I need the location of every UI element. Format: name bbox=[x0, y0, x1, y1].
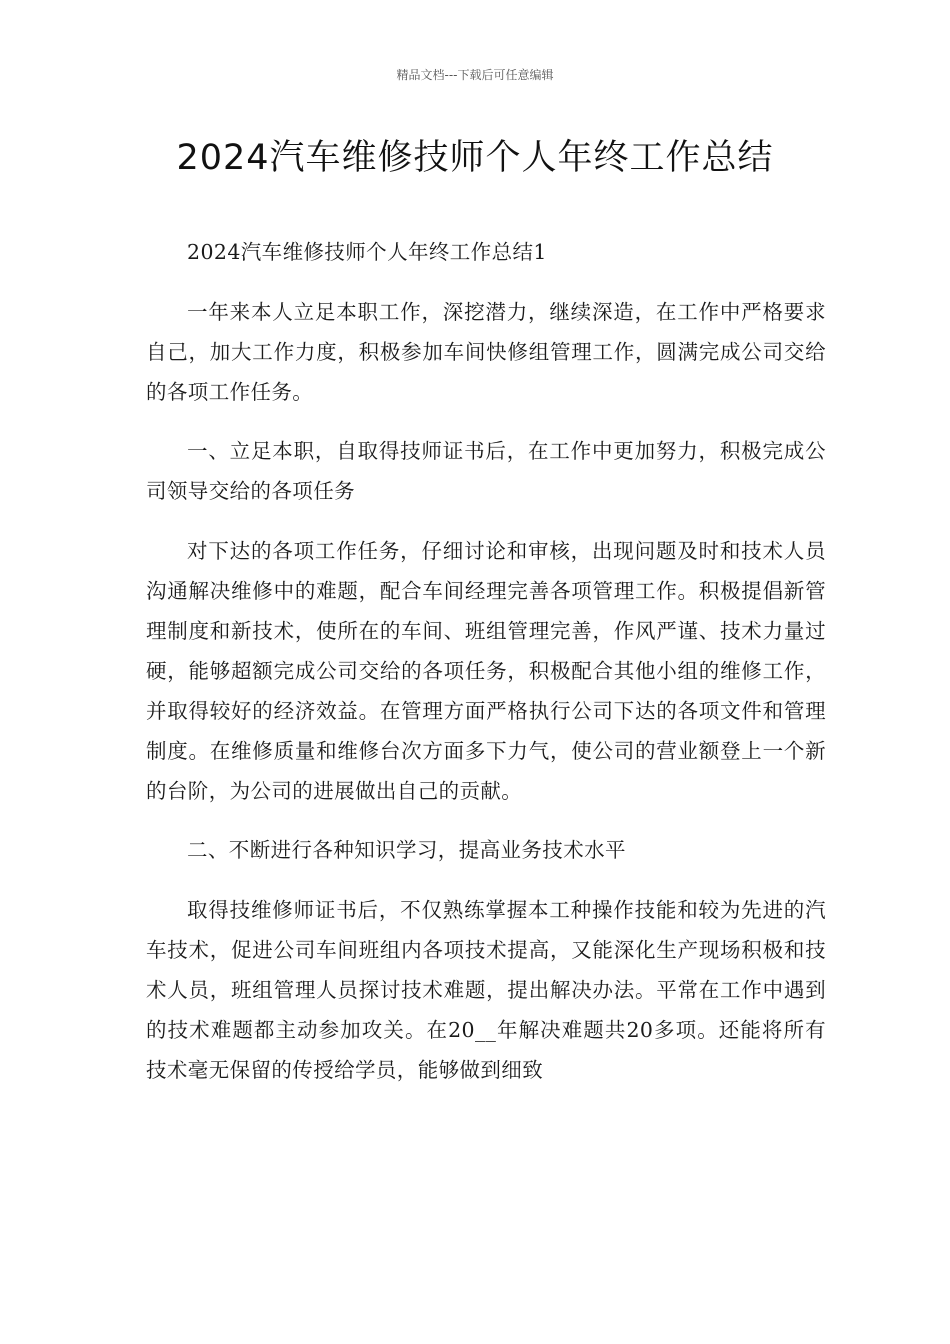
body-paragraph: 取得技维修师证书后，不仅熟练掌握本工种操作技能和较为先进的汽车技术，促进公司车间班组内各项技术提高，又能深化生产现场积极和技术人员，班组管理人员探讨技术难题，提出解决办法。平常在工作中遇到的技术难题都主动参加攻关。在20__年解决难题共20多项。还能将所有技术毫无保留的传授给学员，能够做到细致 bbox=[146, 897, 826, 1082]
body-paragraph: 一年来本人立足本职工作，深挖潜力，继续深造，在工作中严格要求自己，加大工作力度，积极参加车间快修组管理工作，圆满完成公司交给的各项工作任务。 bbox=[146, 299, 826, 404]
section-heading: 一、立足本职，自取得技师证书后，在工作中更加努力，积极完成公司领导交给的各项任务 bbox=[146, 439, 826, 503]
section-heading: 二、不断进行各种知识学习，提高业务技术水平 bbox=[187, 838, 626, 862]
document-body bbox=[146, 232, 826, 1109]
body-paragraph: 对下达的各项工作任务，仔细讨论和审核，出现问题及时和技术人员沟通解决维修中的难题，配合车间经理完善各项管理工作。积极提倡新管理制度和新技术，使所在的车间、班组管理完善，作风严谨、技术力量过硬，能够超额完成公司交给的各项任务，积极配合其他小组的维修工作，并取得较好的经济效益。在管理方面严格执行公司下达的各项文件和管理制度。在维修质量和维修台次方面多下力气，使公司的营业额登上一个新的台阶，为公司的进展做出自己的贡献。 bbox=[146, 538, 826, 803]
section-heading: 2024汽车维修技师个人年终工作总结1 bbox=[187, 240, 547, 264]
header-note: 精品文档---下载后可任意编辑 bbox=[396, 68, 554, 82]
document-title: 2024汽车维修技师个人年终工作总结 bbox=[176, 138, 774, 178]
